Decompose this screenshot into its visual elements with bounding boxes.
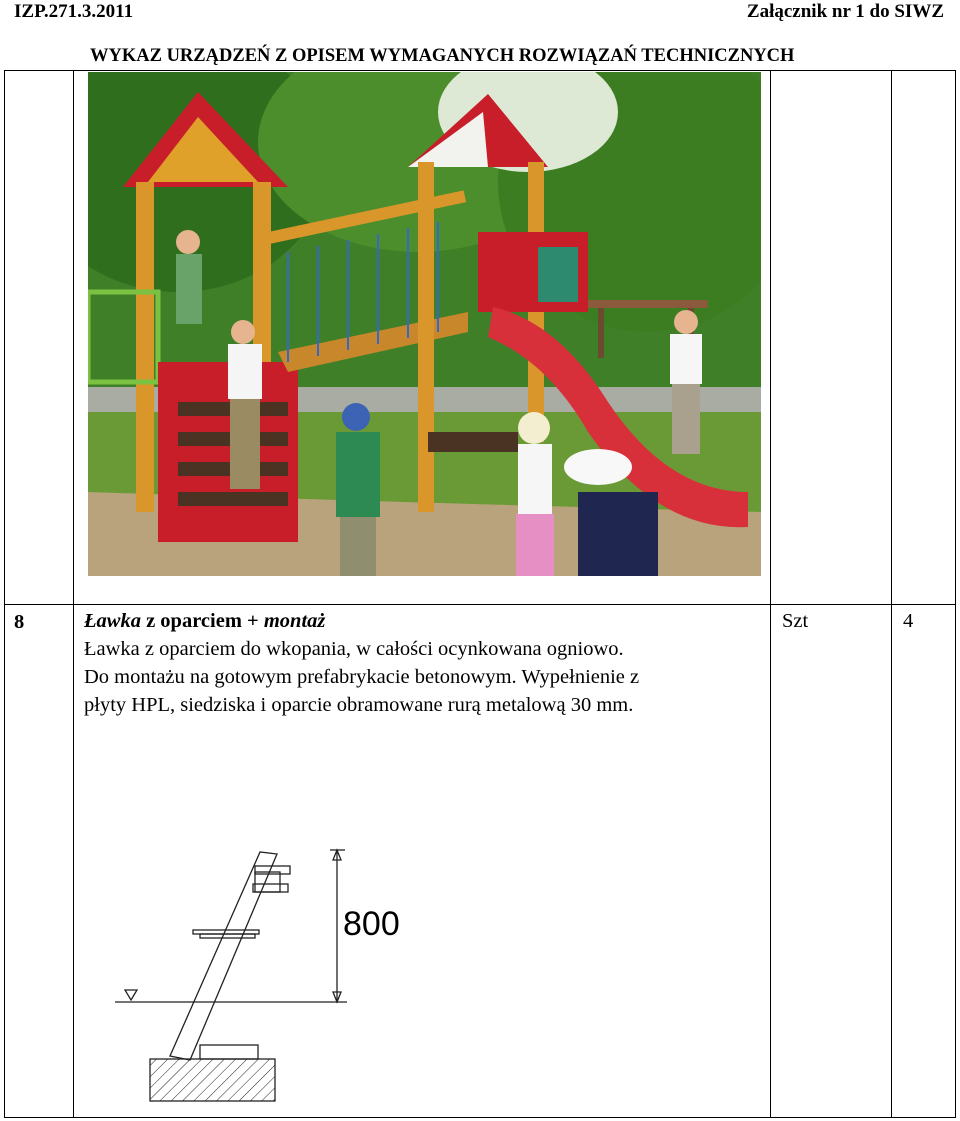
table-border-bottom	[4, 1117, 956, 1118]
description-line: płyty HPL, siedziska i oparcie obramowane rurą metalową 30 mm.	[84, 694, 634, 716]
document-reference: IZP.271.3.2011	[14, 1, 134, 22]
row-number: 8	[14, 611, 25, 633]
page-title: WYKAZ URZĄDZEŃ Z OPISEM WYMAGANYCH ROZWIĄZAŃ TECHNICZNYCH	[90, 46, 795, 66]
table-column-divider	[770, 70, 771, 1118]
table-row-divider	[4, 604, 956, 605]
unit-of-measure: Szt	[782, 610, 809, 632]
table-border-top	[4, 70, 956, 71]
item-title-part: montaż	[263, 610, 326, 632]
item-title-part: z oparciem +	[140, 610, 264, 632]
description-line: Ławka z oparciem do wkopania, w całości ocynkowana ogniowo.	[84, 638, 624, 660]
table-column-divider	[73, 70, 74, 1118]
attachment-label: Załącznik nr 1 do SIWZ	[746, 1, 944, 22]
description-line: Do montażu na gotowym prefabrykacie betonowym. Wypełnienie z	[84, 666, 640, 688]
dimension-label: 800	[343, 905, 400, 943]
quantity: 4	[903, 610, 914, 632]
table-border-left	[4, 70, 5, 1118]
item-title-part: Ławka	[84, 610, 141, 632]
item-title	[84, 607, 325, 635]
table-border-right	[955, 70, 956, 1118]
item-description	[84, 635, 764, 719]
playground-photo	[88, 72, 761, 576]
table-column-divider	[891, 70, 892, 1118]
bench-technical-drawing	[115, 840, 415, 1110]
